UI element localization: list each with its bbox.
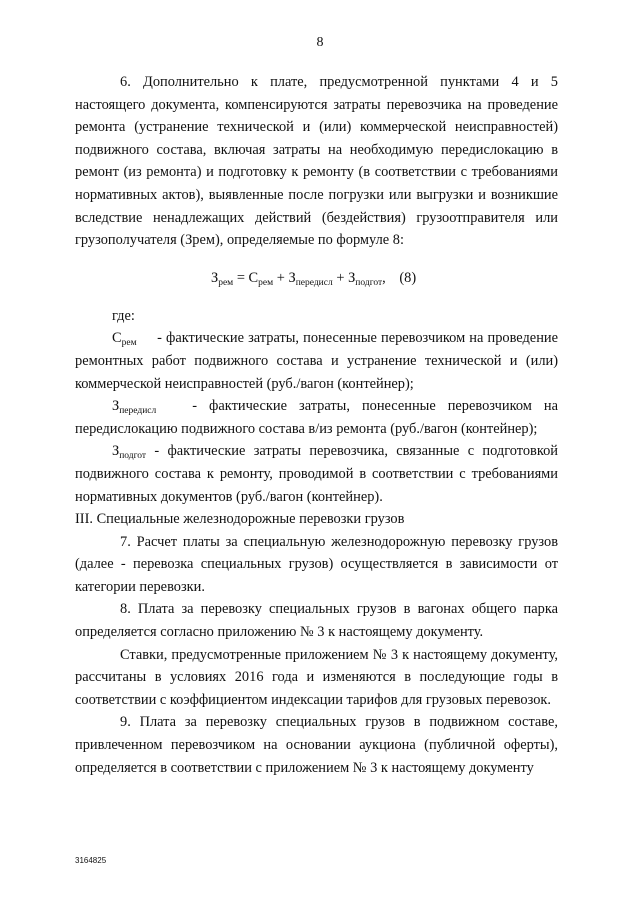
- formula-term-3: $З_{подгот}$: [348, 269, 383, 288]
- document-body: [75, 71, 558, 779]
- paragraph-8: 8. Плата за перевозку специальных грузов в вагонах общего парка определяется согласно приложению № 3 к настоящему документу.: [75, 601, 558, 641]
- definition-symbol: $З_{подгот}$: [112, 443, 147, 462]
- definition-symbol: $З_{передисл}$: [112, 398, 157, 417]
- paragraph-6: 6. Дополнительно к плате, предусмотренной пунктами 4 и 5 настоящего документа, компенсируются затраты перевозчика на проведение ремонта (устранение технической и (или) коммерческой неисправностей) подвижного состава, включая затраты на необходимую передислокацию в ремонт (из ремонта) и подготовку к ремонту (в соответствии с требованиями нормативных актов), выявленные после погрузки или выгрузки и возникшие вследствие ненадлежащих действий (бездействия) грузоотправителя или грузополучателя (Зрем), определяемые по формуле 8:: [75, 74, 558, 249]
- section-heading: III. Специальные железнодорожные перевозки грузов: [75, 511, 405, 528]
- definition-z-podgot: $З_{подгот}$ - фактические затраты перевозчика, связанные с подготовкой подвижного состава к ремонту, проводимой в соответствии с требованиями нормативных документов (руб./вагон (контейнер).: [75, 443, 558, 505]
- formula-term-1: $С_{рем}$: [248, 269, 274, 288]
- paragraph-8-rates: Ставки, предусмотренные приложением № 3 к настоящему документу, рассчитаны в условиях 2016 года и изменяются в последующие годы в соответствии с коэффициентом индексации тарифов для грузовых перевозок.: [75, 646, 558, 708]
- formula-lhs: $З_{рем}$: [211, 269, 234, 288]
- formula-term-2: $З_{передисл}$: [288, 269, 333, 288]
- document-code: 3164825: [75, 856, 107, 865]
- paragraph-9: 9. Плата за перевозку специальных грузов в подвижном составе, привлеченном перевозчиком на основании аукциона (публичной оферты), определяется в соответствии с приложением № 3 к настоящему документу: [75, 714, 558, 776]
- definition-c-rem: $С_{рем}$ - фактические затраты, понесенные перевозчиком на проведение ремонтных работ подвижного состава и устранение технической и (или) коммерческой неисправностей (руб./вагон (контейнер);: [75, 330, 558, 392]
- formula-8: $З_{рем} = С_{рем} + З_{передисл} + З_{подгот}$, (8): [211, 269, 417, 288]
- definition-z-peredisl: $З_{передисл}$ - фактические затраты, понесенные перевозчиком на передислокацию подвижного состава в/из ремонта (руб./вагон (контейнер);: [75, 398, 558, 437]
- page-number: 8: [316, 35, 324, 50]
- definition-symbol: $С_{рем}$: [112, 330, 137, 349]
- paragraph-7: 7. Расчет платы за специальную железнодорожную перевозку грузов (далее - перевозка специальных грузов) осуществляется в зависимости от категории перевозки.: [75, 533, 558, 595]
- where-label: где:: [112, 307, 135, 324]
- formula-reference: (8): [399, 269, 417, 286]
